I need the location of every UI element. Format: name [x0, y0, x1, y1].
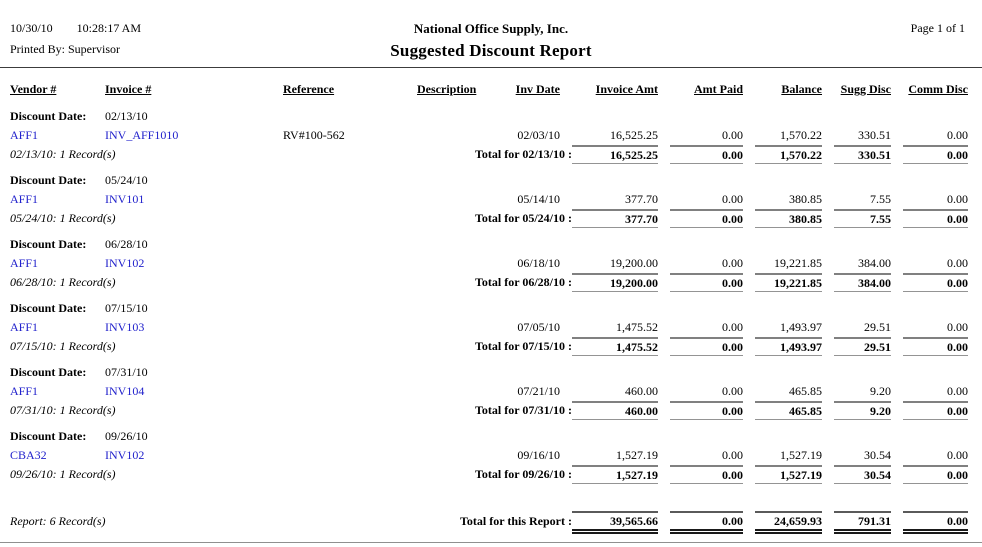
- discount-group: [0, 171, 982, 228]
- invoice-row: [0, 318, 982, 337]
- invoice-amt-cell: 1,527.19: [616, 448, 658, 462]
- group-total-comm-disc: 0.00: [903, 145, 968, 164]
- discount-date-row: [0, 427, 982, 446]
- discount-date-label: Discount Date:: [10, 365, 87, 379]
- group-total-row: [0, 209, 982, 228]
- inv-date-cell: 07/21/10: [517, 384, 560, 398]
- amt-paid-cell: 0.00: [722, 384, 743, 398]
- group-total-label: Total for 05/24/10 :: [474, 211, 572, 225]
- group-total-balance: 465.85: [755, 401, 822, 420]
- group-records-count: 06/28/10: 1 Record(s): [10, 275, 116, 289]
- discount-date-value: 07/15/10: [105, 301, 148, 315]
- group-records-count: 02/13/10: 1 Record(s): [10, 147, 116, 161]
- column-header-vendor: Vendor #: [10, 82, 57, 96]
- comm-disc-cell: 0.00: [947, 192, 968, 206]
- inv-date-cell: 02/03/10: [517, 128, 560, 142]
- sugg-disc-cell: 29.51: [864, 320, 891, 334]
- group-total-balance: 380.85: [755, 209, 822, 228]
- description-cell: [417, 190, 505, 209]
- company-name: National Office Supply, Inc.: [413, 21, 569, 36]
- invoice-link[interactable]: INV102: [105, 448, 145, 462]
- invoice-amt-cell: 19,200.00: [610, 256, 658, 270]
- group-total-sugg-disc: 29.51: [834, 337, 891, 356]
- discount-date-value: 06/28/10: [105, 237, 148, 251]
- column-header-balance: Balance: [781, 82, 822, 96]
- discount-group: [0, 363, 982, 420]
- group-total-amt-paid: 0.00: [670, 401, 743, 420]
- report-total-sugg-disc: 791.31: [834, 511, 891, 534]
- sugg-disc-cell: 384.00: [858, 256, 891, 270]
- sugg-disc-cell: 9.20: [870, 384, 891, 398]
- description-cell: [417, 382, 505, 401]
- group-total-row: [0, 465, 982, 484]
- invoice-amt-cell: 1,475.52: [616, 320, 658, 334]
- discount-date-label: Discount Date:: [10, 109, 87, 123]
- group-total-label: Total for 02/13/10 :: [474, 147, 572, 161]
- group-total-balance: 1,570.22: [755, 145, 822, 164]
- group-total-balance: 19,221.85: [755, 273, 822, 292]
- vendor-link[interactable]: AFF1: [10, 192, 39, 206]
- sugg-disc-cell: 30.54: [864, 448, 891, 462]
- sugg-disc-cell: 330.51: [858, 128, 891, 142]
- invoice-link[interactable]: INV102: [105, 256, 145, 270]
- balance-cell: 380.85: [789, 192, 822, 206]
- amt-paid-cell: 0.00: [722, 448, 743, 462]
- invoice-link[interactable]: INV103: [105, 320, 145, 334]
- discount-date-label: Discount Date:: [10, 429, 87, 443]
- vendor-link[interactable]: AFF1: [10, 128, 39, 142]
- printed-by: Printed By: Supervisor: [10, 42, 120, 56]
- group-records-count: 07/15/10: 1 Record(s): [10, 339, 116, 353]
- balance-cell: 1,493.97: [780, 320, 822, 334]
- report-header: [0, 0, 982, 68]
- comm-disc-cell: 0.00: [947, 128, 968, 142]
- group-total-amt-paid: 0.00: [670, 145, 743, 164]
- column-header-invoice: Invoice #: [105, 82, 152, 96]
- report-records-count: Report: 6 Record(s): [10, 514, 106, 528]
- group-total-invoice-amt: 1,527.19: [572, 465, 658, 484]
- discount-group: [0, 235, 982, 292]
- reference-cell: [283, 382, 417, 401]
- group-total-label: Total for 09/26/10 :: [474, 467, 572, 481]
- group-records-count: 09/26/10: 1 Record(s): [10, 467, 116, 481]
- group-total-sugg-disc: 7.55: [834, 209, 891, 228]
- group-total-invoice-amt: 1,475.52: [572, 337, 658, 356]
- print-time: 10:28:17 AM: [76, 21, 142, 35]
- invoice-amt-cell: 377.70: [625, 192, 658, 206]
- amt-paid-cell: 0.00: [722, 128, 743, 142]
- balance-cell: 1,527.19: [780, 448, 822, 462]
- column-header-comm-disc: Comm Disc: [908, 82, 968, 96]
- report-total-comm-disc: 0.00: [903, 511, 968, 534]
- amt-paid-cell: 0.00: [722, 256, 743, 270]
- invoice-row: [0, 126, 982, 145]
- page-number: Page 1 of 1: [910, 21, 965, 35]
- amt-paid-cell: 0.00: [722, 192, 743, 206]
- discount-date-row: [0, 235, 982, 254]
- discount-date-row: [0, 107, 982, 126]
- inv-date-cell: 06/18/10: [517, 256, 560, 270]
- group-total-label: Total for 07/15/10 :: [474, 339, 572, 353]
- comm-disc-cell: 0.00: [947, 384, 968, 398]
- amt-paid-cell: 0.00: [722, 320, 743, 334]
- discount-date-label: Discount Date:: [10, 237, 87, 251]
- inv-date-cell: 07/05/10: [517, 320, 560, 334]
- group-total-row: [0, 337, 982, 356]
- report-total-invoice-amt: 39,565.66: [572, 511, 658, 534]
- group-total-comm-disc: 0.00: [903, 465, 968, 484]
- discount-date-value: 02/13/10: [105, 109, 148, 123]
- print-date: 10/30/10: [10, 21, 53, 35]
- invoice-link[interactable]: INV104: [105, 384, 145, 398]
- vendor-link[interactable]: AFF1: [10, 320, 39, 334]
- description-cell: [417, 254, 505, 273]
- column-header-sugg-disc: Sugg Disc: [840, 82, 891, 96]
- column-header-amt-paid: Amt Paid: [694, 82, 743, 96]
- discount-date-row: [0, 299, 982, 318]
- discount-date-value: 05/24/10: [105, 173, 148, 187]
- discount-group: [0, 427, 982, 484]
- group-total-amt-paid: 0.00: [670, 209, 743, 228]
- discount-date-label: Discount Date:: [10, 173, 87, 187]
- balance-cell: 465.85: [789, 384, 822, 398]
- invoice-row: [0, 446, 982, 465]
- balance-cell: 1,570.22: [780, 128, 822, 142]
- vendor-link[interactable]: AFF1: [10, 256, 39, 270]
- column-header-reference: Reference: [283, 82, 335, 96]
- balance-cell: 19,221.85: [774, 256, 822, 270]
- group-total-invoice-amt: 377.70: [572, 209, 658, 228]
- group-total-amt-paid: 0.00: [670, 337, 743, 356]
- invoice-amt-cell: 16,525.25: [610, 128, 658, 142]
- invoice-link[interactable]: INV_AFF1010: [105, 128, 179, 142]
- group-total-row: [0, 401, 982, 420]
- discount-date-row: [0, 363, 982, 382]
- discount-date-label: Discount Date:: [10, 301, 87, 315]
- group-total-comm-disc: 0.00: [903, 401, 968, 420]
- invoice-amt-cell: 460.00: [625, 384, 658, 398]
- reference-cell: [283, 190, 417, 209]
- column-header-description: Description: [417, 82, 477, 96]
- column-header-inv-date: Inv Date: [515, 82, 560, 96]
- discount-group: [0, 299, 982, 356]
- comm-disc-cell: 0.00: [947, 256, 968, 270]
- comm-disc-cell: 0.00: [947, 448, 968, 462]
- report-total-label: Total for this Report :: [460, 514, 572, 528]
- group-total-sugg-disc: 30.54: [834, 465, 891, 484]
- inv-date-cell: 05/14/10: [517, 192, 560, 206]
- reference-cell: [283, 254, 417, 273]
- invoice-link[interactable]: INV101: [105, 192, 145, 206]
- group-total-amt-paid: 0.00: [670, 273, 743, 292]
- group-total-label: Total for 07/31/10 :: [474, 403, 572, 417]
- report-total-row: [0, 511, 982, 534]
- group-total-label: Total for 06/28/10 :: [474, 275, 572, 289]
- description-cell: [417, 126, 505, 145]
- group-total-sugg-disc: 9.20: [834, 401, 891, 420]
- group-total-balance: 1,493.97: [755, 337, 822, 356]
- description-cell: [417, 446, 505, 465]
- invoice-row: [0, 190, 982, 209]
- discount-date-value: 09/26/10: [105, 429, 148, 443]
- inv-date-cell: 09/16/10: [517, 448, 560, 462]
- group-total-balance: 1,527.19: [755, 465, 822, 484]
- report-total-amt-paid: 0.00: [670, 511, 743, 534]
- group-records-count: 05/24/10: 1 Record(s): [10, 211, 116, 225]
- page-bottom-divider: [0, 542, 982, 543]
- discount-date-value: 07/31/10: [105, 365, 148, 379]
- group-records-count: 07/31/10: 1 Record(s): [10, 403, 116, 417]
- group-total-comm-disc: 0.00: [903, 273, 968, 292]
- group-total-invoice-amt: 460.00: [572, 401, 658, 420]
- reference-cell: [283, 446, 417, 465]
- group-total-amt-paid: 0.00: [670, 465, 743, 484]
- group-total-comm-disc: 0.00: [903, 209, 968, 228]
- vendor-link[interactable]: CBA32: [10, 448, 47, 462]
- vendor-link[interactable]: AFF1: [10, 384, 39, 398]
- group-total-invoice-amt: 19,200.00: [572, 273, 658, 292]
- report-total-balance: 24,659.93: [755, 511, 822, 534]
- discount-group: [0, 107, 982, 164]
- group-total-sugg-disc: 330.51: [834, 145, 891, 164]
- discount-date-row: [0, 171, 982, 190]
- group-total-sugg-disc: 384.00: [834, 273, 891, 292]
- invoice-row: [0, 254, 982, 273]
- comm-disc-cell: 0.00: [947, 320, 968, 334]
- sugg-disc-cell: 7.55: [870, 192, 891, 206]
- description-cell: [417, 318, 505, 337]
- report-title: Suggested Discount Report: [390, 41, 592, 60]
- reference-cell: [283, 318, 417, 337]
- column-header-row: [0, 81, 982, 100]
- group-total-row: [0, 145, 982, 164]
- group-total-row: [0, 273, 982, 292]
- reference-cell: RV#100-562: [283, 128, 345, 142]
- invoice-row: [0, 382, 982, 401]
- group-total-comm-disc: 0.00: [903, 337, 968, 356]
- group-total-invoice-amt: 16,525.25: [572, 145, 658, 164]
- column-header-invoice-amt: Invoice Amt: [595, 82, 658, 96]
